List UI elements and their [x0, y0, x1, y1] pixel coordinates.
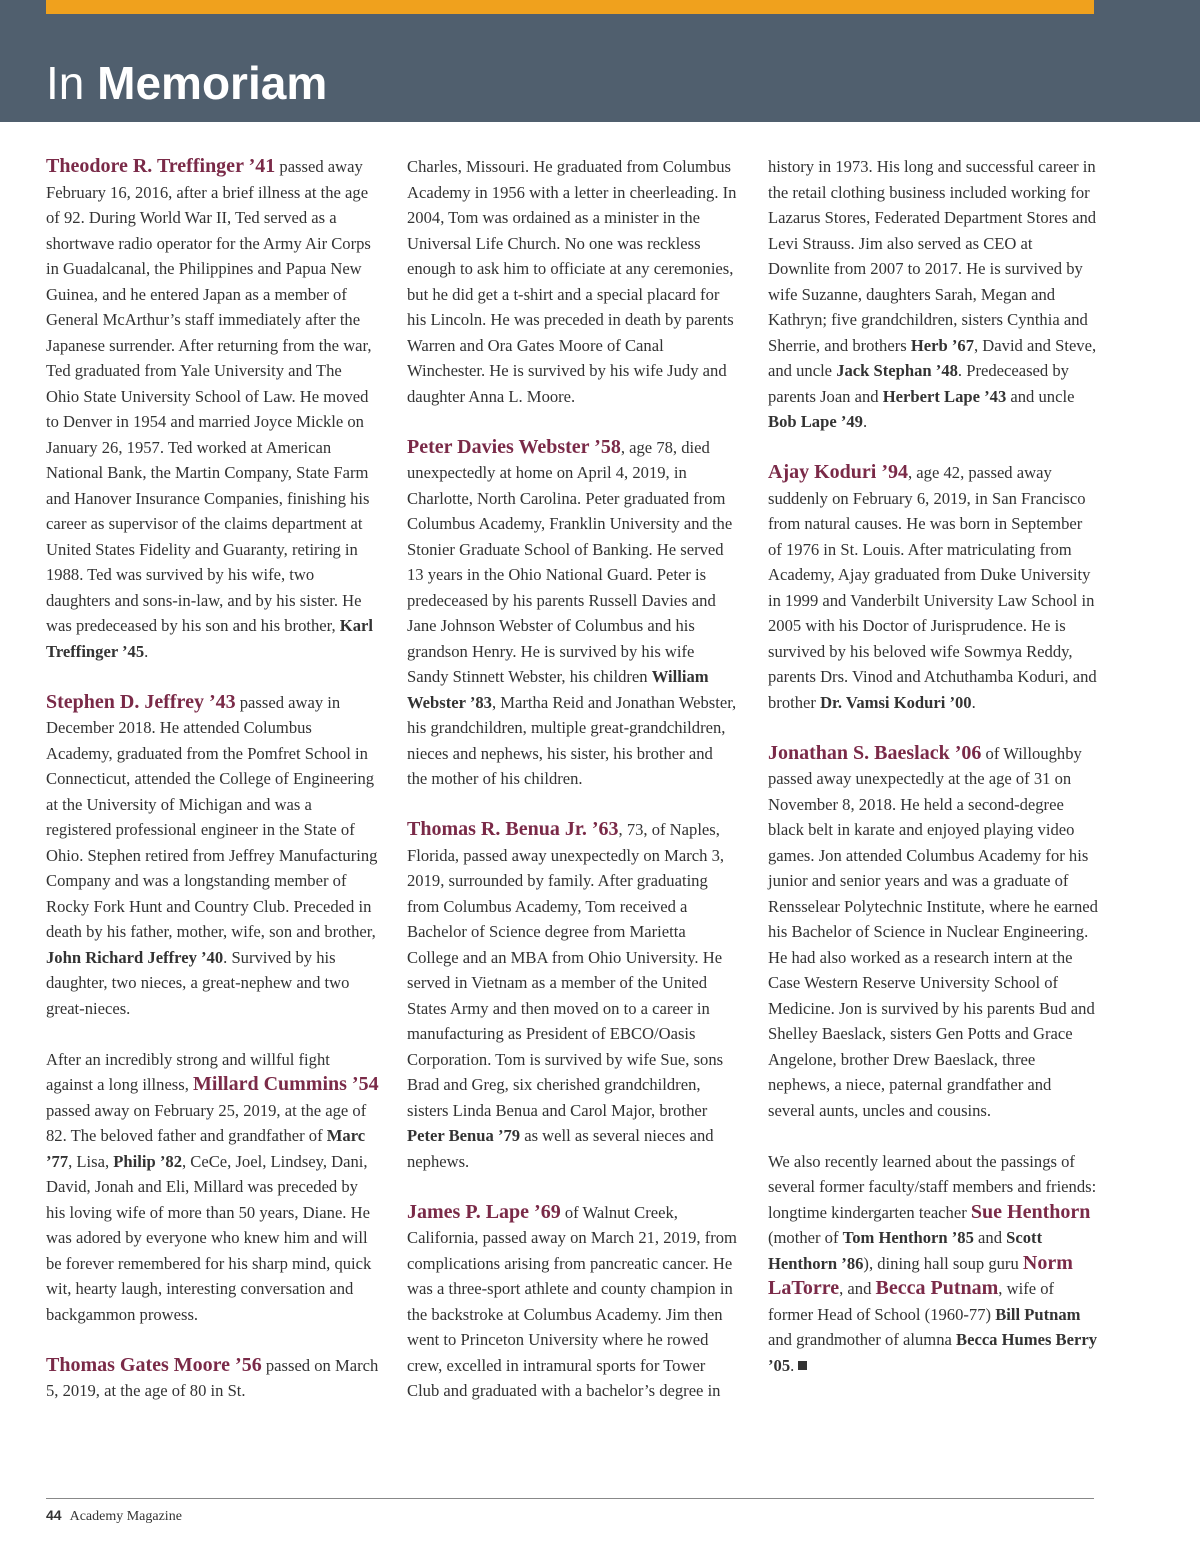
- obituary-name: Theodore R. Treffinger ’41: [46, 155, 276, 177]
- relative-name: Marc ’77: [46, 1126, 366, 1171]
- obituary-text: , wife of former Head of School (1960-77): [768, 1279, 1055, 1324]
- obituary-text: .: [971, 692, 976, 712]
- obituary-jeffrey: [46, 690, 379, 1022]
- obituary-text: We also recently learned about the passings of several former faculty/staff members and friends: longtime kindergarten teacher: [768, 1151, 1097, 1222]
- obituary-treffinger: [46, 154, 379, 664]
- relative-name: Jack Stephan ’48: [836, 361, 958, 380]
- obituary-lape-continued: [768, 154, 1098, 435]
- faculty-staff-note: [768, 1149, 1098, 1379]
- obituary-text: and uncle: [1006, 386, 1075, 406]
- footer-divider: [46, 1498, 1094, 1499]
- obituary-name: Norm LaTorre: [768, 1251, 1073, 1299]
- obituary-text: passed away February 16, 2016, after a brief illness at the age of 92. During World War II, Ted served as a shortwave radio operator for the Army Air Corps in Guadalcanal, the Philippines and Papua New Guinea, and he entered Japan as a member of General McArthur’s staff immediately after the Japanese surrender. After returning from the war, Ted graduated from Yale University and The Ohio State University School of Law. He moved to Denver in 1954 and married Joyce Mickle on January 26, 1957. Ted worked at American National Bank, the Martin Company, State Farm and Hanover Insurance Companies, finishing his career as supervisor of the claims department at United States Fidelity and Guaranty, retiring in 1988. Ted was survived by his wife, two daughters and sons-in-law, and by his sister. He was predeceased by his son and his brother,: [46, 157, 372, 635]
- column-3: [768, 154, 1098, 1404]
- page-number: 44: [46, 1507, 62, 1523]
- title-light: In: [46, 57, 85, 109]
- obituary-benua: [407, 817, 737, 1174]
- relative-name: Tom Henthorn ’85: [842, 1228, 974, 1247]
- obituary-text: and: [973, 1228, 1007, 1247]
- obituary-text: , Martha Reid and Jonathan Webster, his grandchildren, multiple great-grandchildren, nieces and nephews, his sister, his brother and the mother of his children.: [407, 692, 737, 788]
- obituary-text: as well as several nieces and nephews.: [407, 1126, 714, 1171]
- obituary-text: ), dining hall soup guru: [863, 1253, 1023, 1273]
- page-title: [46, 54, 327, 112]
- obituary-koduri: [768, 460, 1098, 715]
- page-footer: [46, 1507, 182, 1525]
- obituary-webster: [407, 435, 737, 792]
- obituary-name: Becca Putnam: [875, 1277, 999, 1299]
- obituary-text: Charles, Missouri. He graduated from Columbus Academy in 1956 with a letter in cheerleading. In 2004, Tom was ordained as a minister in the Universal Life Church. No one was reckless enough to ask him to officiate at any ceremonies, but he did get a t-shirt and a special placard for his Lincoln. He was preceded in death by parents Warren and Ora Gates Moore of Canal Winchester. He is survived by his wife Judy and daughter Anna L. Moore.: [407, 157, 737, 406]
- obituary-lape: [407, 1200, 737, 1404]
- obituary-text: . Predeceased by parents Joan and: [768, 361, 1069, 406]
- obituary-text: .: [862, 412, 868, 431]
- accent-bar: [46, 0, 1094, 14]
- column-2: [407, 154, 737, 1429]
- publication-name: Academy Magazine: [69, 1509, 182, 1524]
- obituary-text: of Willoughby passed away unexpectedly at the age of 31 on November 8, 2018. He held a second-degree black belt in karate and enjoyed playing video games. Jon attended Columbus Academy for his junior and senior years and was a graduate of Rensselear Polytechnic Institute, where he earned his Bachelor of Science in Nuclear Engineering. He had also worked as a research intern at the Case Western Reserve University School of Medicine. Jon is survived by his parents Bud and Shelley Baeslack, sisters Gen Potts and Grace Angelone, brother Drew Baeslack, three nephews, a niece, paternal grandfather and several aunts, uncles and cousins.: [768, 743, 1098, 1120]
- obituary-name: Jonathan S. Baeslack ’06: [768, 741, 982, 764]
- relative-name: Karl Treffinger ’45: [46, 616, 373, 661]
- obituary-name: Stephen D. Jeffrey ’43: [46, 690, 236, 713]
- end-mark-icon: [798, 1361, 807, 1370]
- obituary-text: , age 42, passed away suddenly on February 6, 2019, in San Francisco from natural causes. He was born in September of 1976 in St. Louis. After matriculating from Academy, Ajay graduated from Duke University in 1999 and Vanderbilt University Law School in 2005 with his Doctor of Jurisprudence. He is survived by his beloved wife Sowmya Reddy, parents Drs. Vinod and Atchuthamba Koduri, and brother: [768, 463, 1097, 712]
- title-bold: Memoriam: [97, 57, 328, 109]
- obituary-text: , Lisa,: [68, 1151, 114, 1171]
- obituary-baeslack: [768, 741, 1098, 1124]
- obituary-text: , and: [839, 1279, 876, 1298]
- relative-name: Scott Henthorn ’86: [768, 1228, 1043, 1273]
- relative-name: Herb ’67: [910, 335, 974, 355]
- relative-name: Bill Putnam: [995, 1304, 1081, 1324]
- obituary-text: .: [144, 641, 149, 661]
- obituary-name: Sue Henthorn: [970, 1200, 1091, 1223]
- obituary-text: passed on March 5, 2019, at the age of 80 in St.: [46, 1355, 379, 1400]
- obituary-cummins: [46, 1047, 379, 1328]
- column-1: [46, 154, 379, 1429]
- obituary-text: and grandmother of alumna: [768, 1330, 957, 1349]
- obituary-moore-continued: [407, 154, 737, 409]
- obituary-text: passed away in December 2018. He attended Columbus Academy, graduated from the Pomfret School in Connecticut, attended the College of Engineering at the University of Michigan and was a registered professional engineer in the State of Ohio. Stephen retired from Jeffrey Manufacturing Company and was a longstanding member of Rocky Fork Hunt and Country Club. Preceded in death by his father, mother, wife, son and brother,: [46, 692, 378, 941]
- relative-name: John Richard Jeffrey ’40: [46, 947, 224, 967]
- relative-name: Philip ’82: [113, 1151, 182, 1171]
- relative-name: Becca Humes Berry ’05: [768, 1330, 1098, 1375]
- obituary-text: , David and Steve, and uncle: [768, 335, 1097, 380]
- relative-name: Herbert Lape ’43: [882, 386, 1007, 406]
- obituary-moore: [46, 1353, 379, 1404]
- obituary-text: of Walnut Creek, California, passed away on March 21, 2019, from complications arising from pancreatic cancer. He was a three-sport athlete and county champion in the backstroke at Columbus Academy. Jim then went to Princeton University where he rowed crew, excelled in intramural sports for Tower Club and graduated with a bachelor’s degree in: [407, 1202, 737, 1400]
- obituary-text: , CeCe, Joel, Lindsey, Dani, David, Jonah and Eli, Millard was preceded by his loving wife of more than 50 years, Diane. He was adored by everyone who knew him and will be forever remembered for his sharp mind, quick wit, hearty laugh, interesting conversation and backgammon prowess.: [46, 1151, 372, 1324]
- obituary-name: James P. Lape ’69: [407, 1200, 561, 1223]
- obituary-name: Millard Cummins ’54: [193, 1073, 379, 1095]
- obituary-name: Peter Davies Webster ’58: [407, 435, 621, 458]
- obituary-name: Thomas R. Benua Jr. ’63: [407, 818, 619, 840]
- relative-name: Bob Lape ’49: [768, 412, 863, 431]
- obituary-text: history in 1973. His long and successful career in the retail clothing business included working for Lazarus Stores, Federated Department Stores and Levi Strauss. Jim also served as CEO at Downlite from 2007 to 2017. He is survived by wife Suzanne, daughters Sarah, Megan and Kathryn; five grandchildren, sisters Cynthia and Sherrie, and brothers: [768, 157, 1097, 355]
- obituary-text: passed away on February 25, 2019, at the age of 82. The beloved father and grandfather of: [46, 1100, 367, 1145]
- obituary-name: Ajay Koduri ’94: [768, 461, 908, 483]
- relative-name: Peter Benua ’79: [407, 1126, 521, 1145]
- obituary-text: , age 78, died unexpectedly at home on April 4, 2019, in Charlotte, North Carolina. Peter graduated from Columbus Academy, Franklin University and the Stonier Graduate School of Banking. He served 13 years in the Ohio National Guard. Peter is predeceased by his parents Russell Davies and Jane Johnson Webster of Columbus and his grandson Henry. He is survived by his wife Sandy Stinnett Webster, his children: [407, 437, 733, 686]
- obituary-text: . Survived by his daughter, two nieces, a great-nephew and two great-nieces.: [46, 947, 350, 1018]
- obituary-text: .: [790, 1355, 795, 1375]
- relative-name: William Webster ’83: [407, 667, 709, 712]
- obituary-text: (mother of: [768, 1228, 843, 1247]
- relative-name: Dr. Vamsi Koduri ’00: [820, 692, 972, 712]
- obituary-text: , 73, of Naples, Florida, passed away unexpectedly on March 3, 2019, surrounded by family. After graduating from Columbus Academy, Tom received a Bachelor of Science degree from Marietta College and an MBA from Ohio University. He served in Vietnam as a member of the United States Army and then moved on to a career in manufacturing as President of EBCO/Oasis Corporation. Tom is survived by wife Sue, sons Brad and Greg, six cherished grandchildren, sisters Linda Benua and Carol Major, brother: [407, 820, 725, 1120]
- obituary-name: Thomas Gates Moore ’56: [46, 1353, 262, 1376]
- header-banner: [0, 0, 1200, 122]
- obituary-text: After an incredibly strong and willful fight against a long illness,: [46, 1049, 330, 1094]
